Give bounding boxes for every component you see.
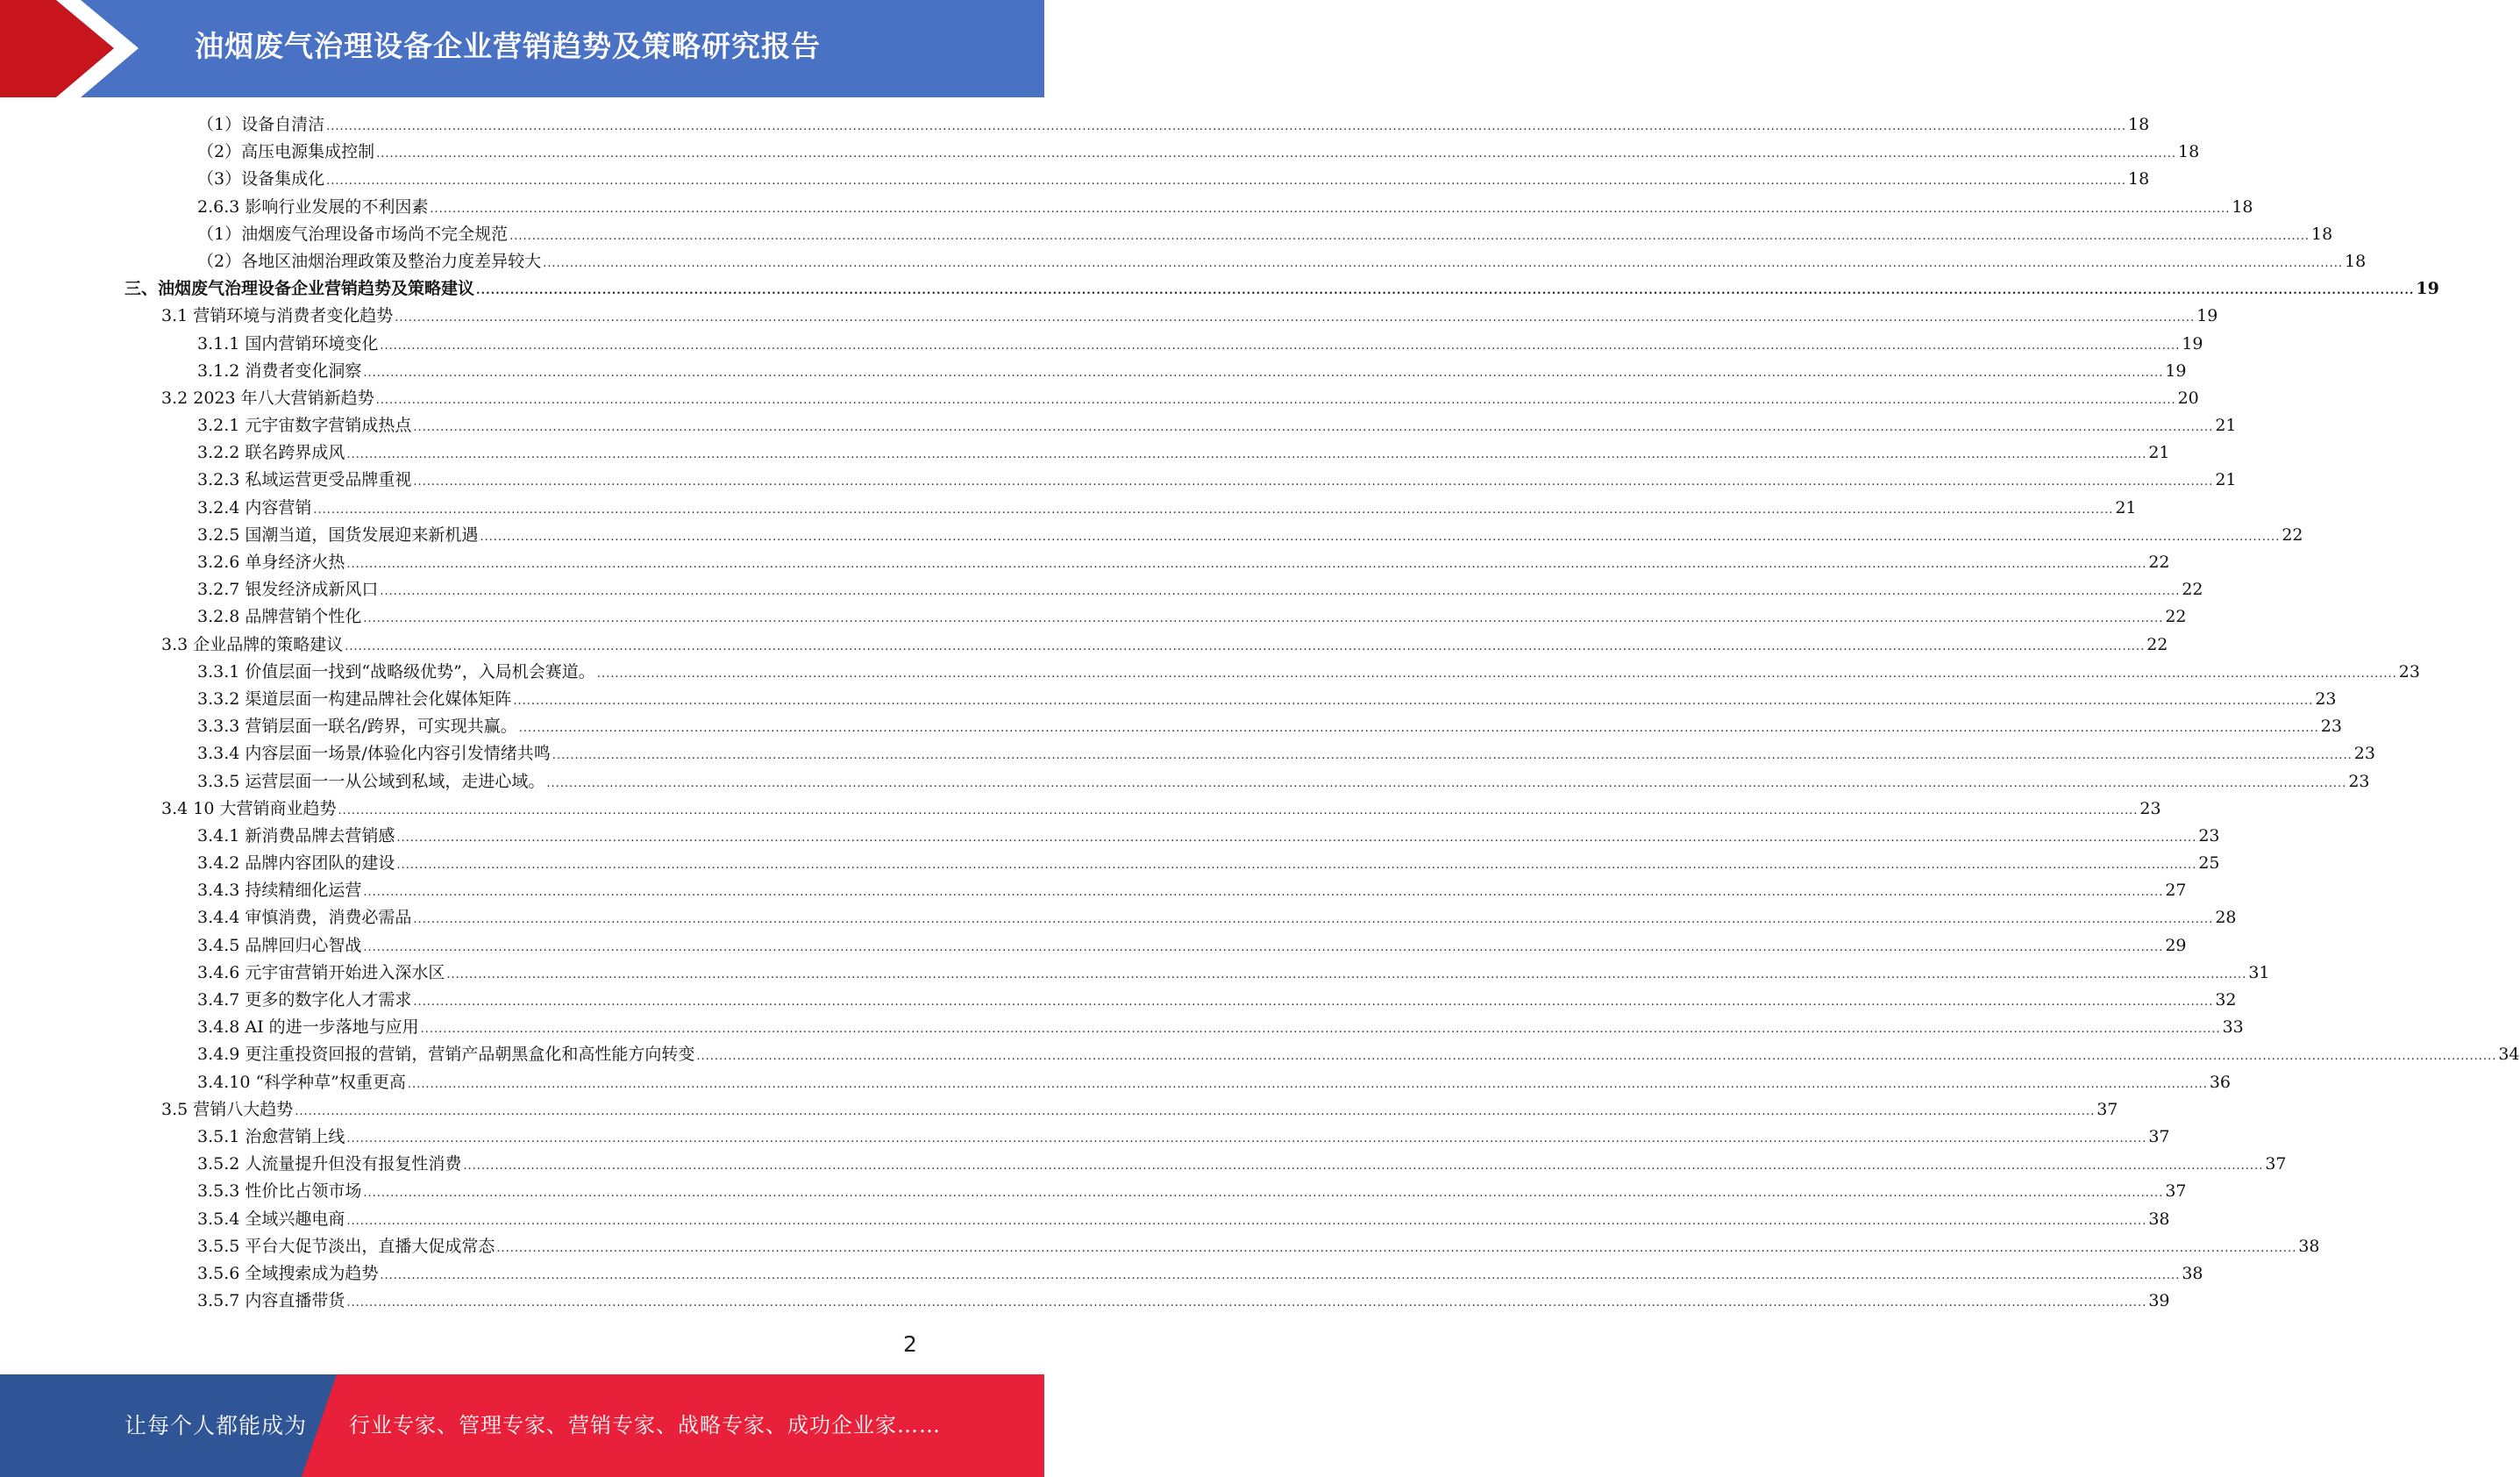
toc-entry-label: 3.2.5 国潮当道，国货发展迎来新机遇 (197, 524, 479, 545)
toc-entry-label: 3.4.8 AI 的进一步落地与应用 (197, 1017, 419, 1038)
toc-entry-page: 37 (2265, 1154, 2287, 1174)
toc-dot-leader: ................................................................................................................................................................................................................................................................................................................................................................................................................ (480, 530, 2281, 544)
toc-entry-page: 18 (2128, 169, 2150, 189)
toc-entry-label: 3.4.3 持续精细化运营 (197, 881, 362, 901)
toc-entry-label: 3.1.1 国内营销环境变化 (197, 333, 379, 353)
toc-entry-page: 23 (2353, 744, 2375, 764)
toc-dot-leader: ................................................................................................................................................................................................................................................................................................................................................................................................................ (446, 967, 2247, 981)
toc-entry-label: 3.5 营销八大趋势 (161, 1099, 294, 1119)
toc-entry[interactable] (197, 768, 2370, 796)
toc-entry-page: 28 (2215, 908, 2237, 928)
toc-entry[interactable] (197, 686, 2337, 713)
toc-entry-label: 3.2.4 内容营销 (197, 497, 312, 517)
toc-dot-leader: ................................................................................................................................................................................................................................................................................................................................................................................................................ (518, 722, 2319, 736)
toc-entry-label: 3.3 企业品牌的策略建议 (161, 634, 344, 654)
toc-entry-label: 3.3.5 运营层面一一从公域到私域，走进心域。 (197, 771, 545, 791)
toc-entry-label: 3.5.5 平台大促节淡出，直播大促成常态 (197, 1236, 495, 1256)
toc-entry[interactable] (161, 631, 2168, 659)
toc-entry-page: 21 (2115, 497, 2137, 517)
toc-entry-page: 23 (2398, 661, 2420, 681)
toc-entry-page: 19 (2416, 279, 2439, 299)
toc-entry-page: 23 (2198, 825, 2220, 846)
toc-dot-leader: ................................................................................................................................................................................................................................................................................................................................................................................................................ (363, 1187, 2164, 1201)
toc-entry[interactable] (197, 194, 2253, 221)
toc-entry-page: 38 (2182, 1263, 2203, 1283)
toc-dot-leader: ................................................................................................................................................................................................................................................................................................................................................................................................................ (396, 859, 2197, 873)
toc-entry[interactable] (197, 1233, 2320, 1260)
toc-entry[interactable] (197, 139, 2200, 166)
toc-entry-page: 19 (2165, 360, 2187, 381)
toc-dot-leader: ................................................................................................................................................................................................................................................................................................................................................................................................................ (413, 421, 2214, 435)
toc-entry-label: 3.2.6 单身经济火热 (197, 553, 345, 572)
toc-entry-label: 3.4.4 审慎消费，消费必需品 (197, 908, 412, 928)
toc-entry[interactable] (197, 166, 2150, 193)
footer-tagline: 行业专家、管理专家、营销专家、战略专家、成功企业家…… (349, 1413, 941, 1438)
toc-dot-leader: ................................................................................................................................................................................................................................................................................................................................................................................................................ (363, 940, 2164, 954)
toc-dot-leader: ................................................................................................................................................................................................................................................................................................................................................................................................................ (363, 612, 2164, 626)
toc-entry-label: 3.4.9 更注重投资回报的营销，营销产品朝黑盒化和高性能方向转变 (197, 1045, 695, 1065)
toc-entry-page: 23 (2320, 717, 2342, 737)
toc-dot-leader: ................................................................................................................................................................................................................................................................................................................................................................................................................ (346, 1214, 2147, 1228)
toc-entry[interactable] (161, 385, 2199, 412)
toc-entry[interactable] (197, 1124, 2170, 1151)
toc-entry-label: 3.5.6 全域搜索成为趋势 (197, 1263, 379, 1283)
toc-entry-label: 3.4.1 新消费品牌去营销感 (197, 825, 395, 846)
toc-entry-label: 3.5.4 全域兴趣电商 (197, 1209, 345, 1229)
toc-dot-leader: ................................................................................................................................................................................................................................................................................................................................................................................................................ (346, 448, 2147, 462)
toc-entry-page: 18 (2232, 196, 2253, 217)
toc-entry[interactable] (197, 960, 2270, 987)
toc-entry[interactable] (197, 1206, 2170, 1233)
toc-entry-label: 3.2.8 品牌营销个性化 (197, 607, 362, 627)
toc-entry-page: 37 (2148, 1126, 2170, 1146)
toc-entry-page: 23 (2139, 798, 2161, 818)
report-title: 油烟废气治理设备企业营销趋势及策略研究报告 (195, 29, 821, 63)
toc-dot-leader: ................................................................................................................................................................................................................................................................................................................................................................................................................ (346, 1296, 2147, 1310)
toc-entry-label: 3.5.7 内容直播带货 (197, 1291, 345, 1311)
toc-dot-leader: ................................................................................................................................................................................................................................................................................................................................................................................................................ (696, 1050, 2497, 1064)
toc-entry-label: 3.4.6 元宇宙营销开始进入深水区 (197, 962, 445, 982)
toc-dot-leader: ................................................................................................................................................................................................................................................................................................................................................................................................................ (420, 1023, 2221, 1037)
toc-entry-page: 18 (2178, 142, 2200, 162)
toc-entry-label: 3.4 10 大营销商业趋势 (161, 798, 337, 818)
toc-entry[interactable] (197, 1178, 2187, 1205)
toc-entry[interactable] (197, 877, 2187, 904)
toc-dot-leader: ................................................................................................................................................................................................................................................................................................................................................................................................................ (546, 776, 2347, 790)
toc-dot-leader: ................................................................................................................................................................................................................................................................................................................................................................................................................ (326, 120, 2127, 133)
toc-entry[interactable] (197, 522, 2303, 549)
toc-dot-leader: ................................................................................................................................................................................................................................................................................................................................................................................................................ (313, 503, 2114, 517)
toc-entry-page: 22 (2146, 634, 2168, 654)
toc-entry-page: 33 (2222, 1017, 2244, 1038)
toc-entry-page: 21 (2215, 470, 2237, 490)
toc-entry-page: 27 (2165, 881, 2187, 901)
toc-entry[interactable] (197, 221, 2333, 248)
toc-entry-label: 3.4.10 “科学种草”权重更高 (197, 1072, 406, 1092)
toc-entry[interactable] (197, 248, 2367, 275)
toc-dot-leader: ................................................................................................................................................................................................................................................................................................................................................................................................................ (552, 749, 2353, 763)
toc-entry-label: （2）高压电源集成控制 (197, 142, 375, 162)
toc-entry-page: 29 (2165, 935, 2187, 955)
toc-entry[interactable] (197, 659, 2420, 686)
page-header (0, 0, 1044, 97)
toc-entry[interactable] (161, 303, 2218, 330)
toc-entry-page: 34 (2498, 1045, 2520, 1065)
toc-entry-page: 19 (2182, 333, 2203, 353)
toc-dot-leader: ................................................................................................................................................................................................................................................................................................................................................................................................................ (376, 147, 2177, 161)
toc-entry-label: 3.2.3 私域运营更受品牌重视 (197, 470, 412, 490)
toc-entry-label: 3.4.5 品牌回归心智战 (197, 935, 362, 955)
toc-dot-leader: ................................................................................................................................................................................................................................................................................................................................................................................................................ (430, 202, 2231, 216)
toc-entry-label: 3.3.2 渠道层面一构建品牌社会化媒体矩阵 (197, 689, 512, 709)
toc-entry-page: 18 (2311, 224, 2333, 244)
toc-entry-label: 3.1 营销环境与消费者变化趋势 (161, 306, 394, 326)
toc-entry-page: 21 (2215, 416, 2237, 436)
toc-entry-page: 22 (2165, 607, 2187, 627)
toc-dot-leader: ................................................................................................................................................................................................................................................................................................................................................................................................................ (413, 475, 2214, 489)
toc-entry-label: 3.2.2 联名跨界成风 (197, 443, 345, 463)
toc-dot-leader: ................................................................................................................................................................................................................................................................................................................................................................................................................ (345, 639, 2146, 653)
toc-entry-page: 25 (2198, 853, 2220, 874)
toc-entry[interactable] (197, 576, 2203, 603)
toc-entry[interactable] (197, 740, 2375, 767)
toc-dot-leader: ................................................................................................................................................................................................................................................................................................................................................................................................................ (380, 1268, 2181, 1282)
toc-entry[interactable] (197, 331, 2203, 358)
toc-entry[interactable] (197, 1151, 2287, 1178)
toc-entry[interactable] (197, 495, 2137, 522)
toc-entry-label: （1）油烟废气治理设备市场尚不完全规范 (197, 224, 509, 244)
table-of-contents (0, 111, 2520, 1315)
toc-entry[interactable] (161, 796, 2161, 823)
toc-entry[interactable] (161, 1096, 2118, 1124)
toc-dot-leader: ................................................................................................................................................................................................................................................................................................................................................................................................................ (338, 803, 2139, 817)
toc-entry[interactable] (197, 904, 2237, 931)
toc-dot-leader: ................................................................................................................................................................................................................................................................................................................................................................................................................ (463, 1159, 2264, 1174)
toc-entry-page: 37 (2165, 1181, 2187, 1202)
toc-entry[interactable] (197, 850, 2220, 877)
toc-entry-page: 36 (2209, 1072, 2232, 1092)
toc-entry-page: 38 (2148, 1209, 2170, 1229)
toc-entry[interactable] (197, 1260, 2203, 1288)
toc-entry-label: 3.5.2 人流量提升但没有报复性消费 (197, 1154, 462, 1174)
toc-dot-leader: ................................................................................................................................................................................................................................................................................................................................................................................................................ (413, 913, 2214, 927)
toc-entry-label: 3.4.2 品牌内容团队的建设 (197, 853, 395, 874)
toc-entry[interactable] (197, 603, 2187, 631)
toc-entry[interactable] (197, 987, 2237, 1014)
toc-dot-leader: ................................................................................................................................................................................................................................................................................................................................................................................................................ (413, 995, 2214, 1009)
toc-entry[interactable] (197, 439, 2170, 467)
toc-entry[interactable] (197, 358, 2187, 385)
toc-entry[interactable] (197, 1014, 2244, 1041)
toc-entry[interactable] (197, 1288, 2170, 1315)
toc-entry-label: （3）设备集成化 (197, 169, 325, 189)
toc-entry[interactable] (197, 467, 2237, 494)
toc-entry-page: 22 (2182, 580, 2203, 600)
toc-dot-leader: ................................................................................................................................................................................................................................................................................................................................................................................................................ (346, 558, 2147, 571)
toc-entry-label: 3.2.1 元宇宙数字营销成热点 (197, 416, 412, 436)
toc-dot-leader: ................................................................................................................................................................................................................................................................................................................................................................................................................ (326, 175, 2127, 189)
toc-dot-leader: ................................................................................................................................................................................................................................................................................................................................................................................................................ (380, 339, 2181, 353)
toc-entry-label: 三、油烟废气治理设备企业营销趋势及策略建议 (125, 279, 475, 299)
toc-entry-label: 2.6.3 影响行业发展的不利因素 (197, 196, 429, 217)
page-footer (0, 1374, 1044, 1477)
toc-entry-page: 23 (2348, 771, 2370, 791)
toc-dot-leader: ................................................................................................................................................................................................................................................................................................................................................................................................................ (363, 366, 2164, 380)
toc-entry-label: （2）各地区油烟治理政策及整治力度差异较大 (197, 251, 542, 271)
toc-dot-leader: ................................................................................................................................................................................................................................................................................................................................................................................................................ (346, 1131, 2147, 1145)
toc-entry-page: 21 (2148, 443, 2170, 463)
toc-entry-page: 23 (2315, 689, 2337, 709)
toc-entry-page: 38 (2298, 1236, 2320, 1256)
toc-entry-label: 3.5.3 性价比占领市场 (197, 1181, 362, 1202)
toc-dot-leader: ................................................................................................................................................................................................................................................................................................................................................................................................................ (396, 831, 2197, 845)
toc-entry[interactable] (197, 932, 2187, 960)
toc-entry-label: 3.1.2 消费者变化洞察 (197, 360, 362, 381)
page-number: 2 (903, 1331, 917, 1357)
toc-entry-page: 31 (2248, 962, 2270, 982)
toc-entry-label: （1）设备自清洁 (197, 115, 325, 134)
toc-entry-label: 3.3.1 价值层面一找到“战略级优势”，入局机会赛道。 (197, 661, 595, 681)
toc-entry-page: 20 (2177, 388, 2199, 408)
toc-entry[interactable] (197, 1041, 2520, 1068)
toc-entry-label: 3.5.1 治愈营销上线 (197, 1126, 345, 1146)
toc-entry-label: 3.4.7 更多的数字化人才需求 (197, 990, 412, 1010)
toc-entry[interactable] (197, 111, 2150, 139)
footer-slogan: 让每个人都能成为 (125, 1413, 308, 1438)
toc-dot-leader: ................................................................................................................................................................................................................................................................................................................................................................................................................ (596, 667, 2397, 681)
toc-entry-page: 32 (2215, 990, 2237, 1010)
toc-dot-leader: ................................................................................................................................................................................................................................................................................................................................................................................................................ (375, 393, 2176, 407)
toc-entry-page: 18 (2128, 115, 2150, 134)
toc-dot-leader: ................................................................................................................................................................................................................................................................................................................................................................................................................ (509, 229, 2310, 243)
toc-entry-page: 39 (2148, 1291, 2170, 1311)
toc-entry-page: 18 (2345, 251, 2367, 271)
toc-entry-page: 19 (2196, 306, 2218, 326)
toc-dot-leader: ................................................................................................................................................................................................................................................................................................................................................................................................................ (363, 886, 2164, 900)
toc-entry-page: 22 (2148, 553, 2170, 572)
toc-dot-leader: ................................................................................................................................................................................................................................................................................................................................................................................................................ (395, 311, 2196, 325)
toc-entry-label: 3.2.7 银发经济成新风口 (197, 580, 379, 600)
toc-dot-leader: ................................................................................................................................................................................................................................................................................................................................................................................................................ (476, 284, 2415, 298)
toc-entry[interactable] (197, 713, 2342, 740)
toc-dot-leader: ................................................................................................................................................................................................................................................................................................................................................................................................................ (496, 1241, 2297, 1255)
toc-entry-label: 3.3.3 营销层面一联名/跨界，可实现共赢。 (197, 717, 517, 737)
toc-entry[interactable] (197, 1069, 2232, 1096)
toc-entry[interactable] (197, 412, 2237, 439)
toc-entry-label: 3.2 2023 年八大营销新趋势 (161, 388, 374, 408)
toc-entry-page: 22 (2282, 524, 2303, 545)
toc-entry-label: 3.3.4 内容层面一场景/体验化内容引发情绪共鸣 (197, 744, 551, 764)
toc-entry-page: 37 (2096, 1099, 2118, 1119)
toc-dot-leader: ................................................................................................................................................................................................................................................................................................................................................................................................................ (543, 256, 2344, 270)
toc-dot-leader: ................................................................................................................................................................................................................................................................................................................................................................................................................ (295, 1104, 2096, 1118)
toc-dot-leader: ................................................................................................................................................................................................................................................................................................................................................................................................................ (407, 1077, 2208, 1091)
toc-dot-leader: ................................................................................................................................................................................................................................................................................................................................................................................................................ (380, 585, 2181, 599)
toc-entry[interactable] (197, 549, 2170, 576)
toc-dot-leader: ................................................................................................................................................................................................................................................................................................................................................................................................................ (513, 694, 2314, 708)
toc-entry[interactable] (197, 823, 2220, 850)
toc-entry[interactable] (125, 275, 2439, 303)
